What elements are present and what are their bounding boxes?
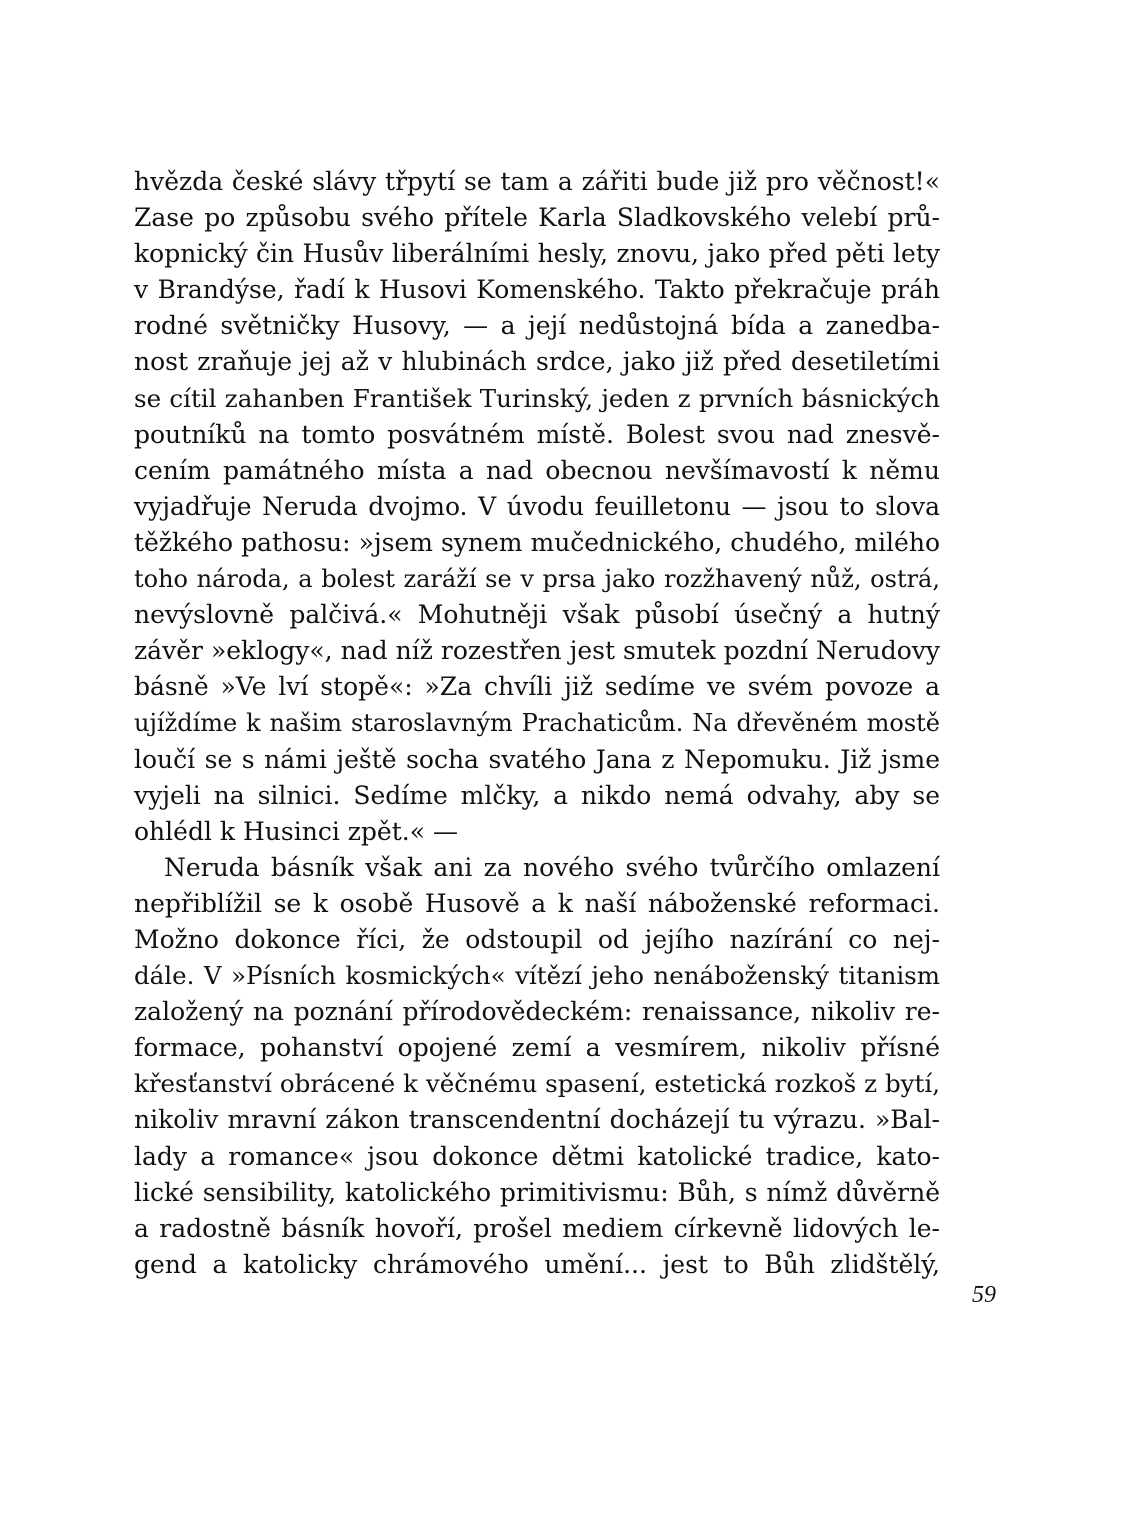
text-line: cením památného místa a nad obecnou nevšímavostí k němu [134, 455, 940, 485]
text-line: Zase po způsobu svého přítele Karla Sladkovského velebí prů- [134, 203, 940, 233]
body-text [134, 164, 940, 1283]
text-line: těžkého pathosu: »jsem synem mučednického, chudého, milého [134, 527, 940, 557]
text-line: ohlédl k Husinci zpět.« — [134, 816, 458, 846]
text-line: formace, pohanství opojené zemí a vesmírem, nikoliv přísné [134, 1033, 940, 1063]
paragraph-start-line: Neruda básník však ani za nového svého tvůrčího omlazení [164, 852, 940, 882]
text-line: ujíždíme k našim staroslavným Prachaticům. Na dřevěném mostě [134, 709, 940, 738]
text-line: a radostně básník hovoří, prošel mediem církevně lidových le- [134, 1213, 940, 1243]
text-line: toho národa, a bolest zaráží se v prsa jako rozžhavený nůž, ostrá, [134, 565, 940, 594]
text-line: rodné světničky Husovy, — a její nedůstojná bída a zanedba- [134, 311, 940, 341]
text-line: gend a katolicky chrámového umění... jest to Bůh zlidštělý, [134, 1249, 940, 1279]
text-line: hvězda české slávy třpytí se tam a zářiti bude již pro věčnost!« [134, 167, 940, 196]
text-line: se cítil zahanben František Turinský, jeden z prvních básnických [134, 383, 940, 413]
page-number: 59 [972, 1282, 996, 1308]
text-line: dále. V »Písních kosmických« vítězí jeho nenáboženský titanism [134, 961, 940, 991]
text-line: závěr »eklogy«, nad níž rozestřen jest smutek pozdní Nerudovy [134, 636, 940, 666]
text-line: poutníků na tomto posvátném místě. Bolest svou nad znesvě- [134, 419, 940, 449]
text-line: lické sensibility, katolického primitivismu: Bůh, s nímž důvěrně [134, 1177, 940, 1207]
text-line: nost zraňuje jej až v hlubinách srdce, jako již před desetiletími [134, 347, 940, 377]
text-line: kopnický čin Husův liberálními hesly, znovu, jako před pěti lety [134, 239, 940, 269]
text-line: založený na poznání přírodovědeckém: renaissance, nikoliv re- [134, 997, 940, 1027]
text-line: křesťanství obrácené k věčnému spasení, estetická rozkoš z bytí, [134, 1069, 940, 1099]
text-line: vyjadřuje Neruda dvojmo. V úvodu feuilletonu — jsou to slova [134, 491, 940, 521]
text-line: Možno dokonce říci, že odstoupil od jejího nazírání co nej- [134, 924, 940, 954]
text-line: nepřiblížil se k osobě Husově a k naší náboženské reformaci. [134, 888, 940, 918]
text-line: básně »Ve lví stopě«: »Za chvíli již sedíme ve svém povoze a [134, 672, 940, 702]
text-line: v Brandýse, řadí k Husovi Komenského. Takto překračuje práh [134, 275, 940, 305]
text-line: nevýslovně palčivá.« Mohutněji však působí úsečný a hutný [134, 600, 940, 630]
text-line: vyjeli na silnici. Sedíme mlčky, a nikdo nemá odvahy, aby se [134, 780, 940, 810]
text-line: nikoliv mravní zákon transcendentní docházejí tu výrazu. »Bal- [134, 1105, 940, 1135]
text-line: loučí se s námi ještě socha svatého Jana z Nepomuku. Již jsme [134, 744, 940, 774]
text-line: lady a romance« jsou dokonce dětmi katolické tradice, kato- [134, 1141, 940, 1171]
